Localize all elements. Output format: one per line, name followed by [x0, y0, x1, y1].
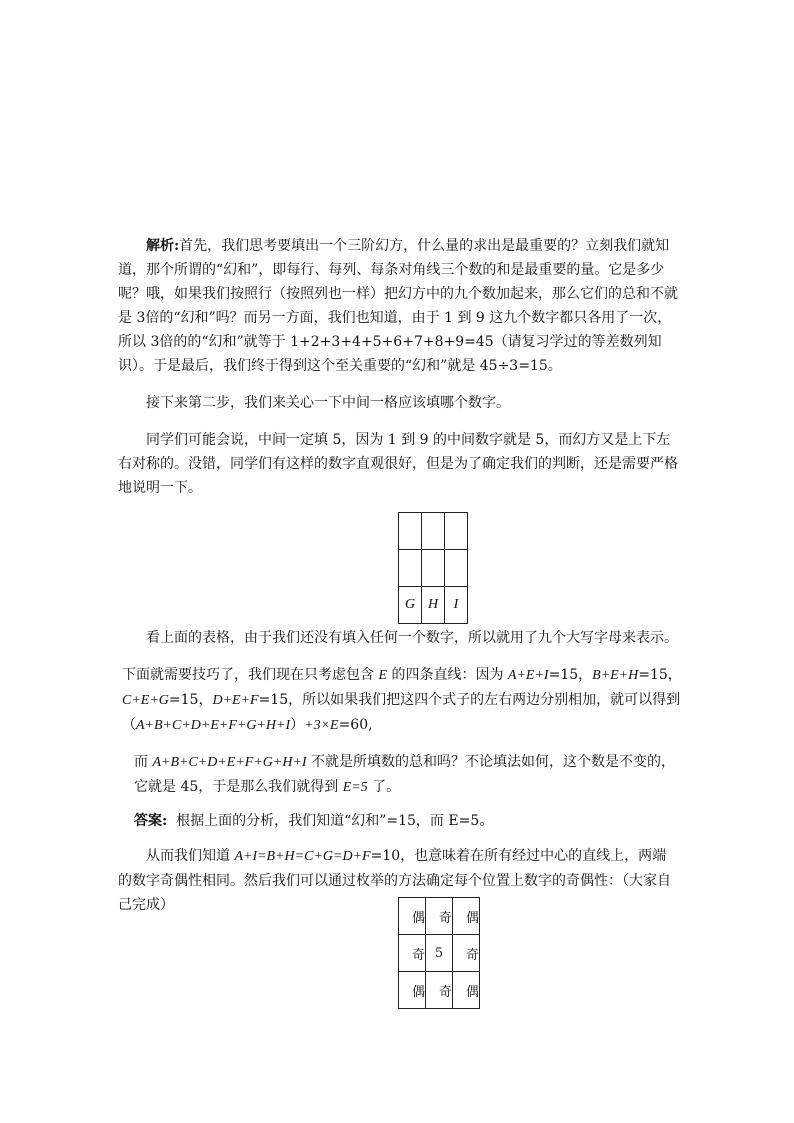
grid-cell: 偶 [399, 972, 426, 1009]
parity-paragraph: 从而我们知道 A+I=B+H=C+G=D+F=10，也意味着在所有经过中心的直线上，两端的数字奇偶性相同。然后我们可以通过枚举的方法确定每个位置上数字的奇偶性：（大家自己完成） [118, 848, 671, 913]
letter-grid-row [399, 587, 468, 624]
grid-cell: 奇 [399, 935, 426, 972]
sum-paragraph: 而 A+B+C+D+E+F+G+H+I 不就是所填数的总和吗？不论填法如何，这个数是不变的，它就是 45，于是那么我们就得到 E=5 了。 [134, 754, 676, 795]
equation: A+I=B+H=C+G=D+F [234, 849, 371, 864]
parity-grid-row [399, 898, 480, 935]
technique-paragraph: 下面就需要技巧了，我们现在只考虑包含 E 的四条直线：因为 A+E+I=15，B+E+H=15， C+E+G=15，D+E+F=15，所以如果我们把这四个式子的左右两边分别相加，就可以得到 （A+B+C+D+E+F+G+H+I）+3×E=60, [122, 667, 682, 733]
grid-cell: I [445, 587, 468, 624]
grid-cell: 奇 [453, 935, 480, 972]
grid-cell [422, 513, 445, 550]
grid-cell: G [399, 587, 422, 624]
answer-label: 答案: [134, 813, 168, 829]
answer-paragraph [134, 809, 694, 833]
equation: A+E+I [507, 668, 549, 683]
grid-cell: 5 [426, 935, 453, 972]
equation: E=5 [342, 780, 368, 795]
parity-grid [398, 897, 480, 1009]
intuition-paragraph: 同学们可能会说，中间一定填 5，因为 1 到 9 的中间数字就是 5，而幻方又是上下左右对称的。没错，同学们有这样的数字直观很好，但是为了确定我们的判断，还是需要严格地说明一下。 [118, 432, 678, 496]
equation: D+E+F [212, 693, 259, 708]
equation: A+B+C+D+E+F+G+H+I [152, 755, 307, 770]
parity-grid-row [399, 972, 480, 1009]
grid-cell [445, 513, 468, 550]
grid-cell [445, 550, 468, 587]
table-note-paragraph: 看上面的表格，由于我们还没有填入任何一个数字，所以就用了九个大写字母来表示。 [146, 630, 678, 646]
var-e: E [378, 668, 388, 683]
grid-cell [399, 550, 422, 587]
grid-cell: 偶 [399, 898, 426, 935]
grid-cell: 偶 [453, 972, 480, 1009]
letter-grid [398, 512, 468, 624]
step-two-paragraph: 接下来第二步，我们来关心一下中间一格应该填哪个数字。 [146, 395, 510, 411]
grid-cell: H [422, 587, 445, 624]
equation: B+E+H [592, 668, 639, 683]
parity-grid-row [399, 935, 480, 972]
analysis-text: 首先，我们思考要填出一个三阶幻方，什么量的求出是最重要的？立刻我们就知道，那个所谓的“幻和”，即每行、每列、每条对角线三个数的和是最重要的量。它是多少呢？哦，如果我们按照行（按照列也一样）把幻方中的九个数加起来，那么它们的总和不就是 3倍的“幻和”吗？而另一方面，我们也知道，由于 1 到 9 这九个数字都只各用了一次，所以 3倍的的“幻和”就等于 1+2+3+4+5+6+7+8+9=45（请复习学过的等差数列知识）。于是最后，我们终于得到这个至关重要的“幻和”就是 45÷3=15。 [118, 238, 678, 374]
answer-text: 根据上面的分析，我们知道“幻和”=15，而 E=5。 [176, 813, 494, 829]
grid-cell: 奇 [426, 972, 453, 1009]
grid-cell: 奇 [426, 898, 453, 935]
grid-cell [399, 513, 422, 550]
equation: C+E+G [122, 693, 169, 708]
letter-grid-row [399, 550, 468, 587]
analysis-paragraph [118, 234, 678, 378]
grid-cell: 偶 [453, 898, 480, 935]
equation: A+B+C+D+E+F+G+H+I [136, 718, 291, 733]
analysis-label: 解析: [146, 238, 180, 254]
letter-grid-row [399, 513, 468, 550]
grid-cell [422, 550, 445, 587]
equation: +3×E [304, 718, 339, 733]
